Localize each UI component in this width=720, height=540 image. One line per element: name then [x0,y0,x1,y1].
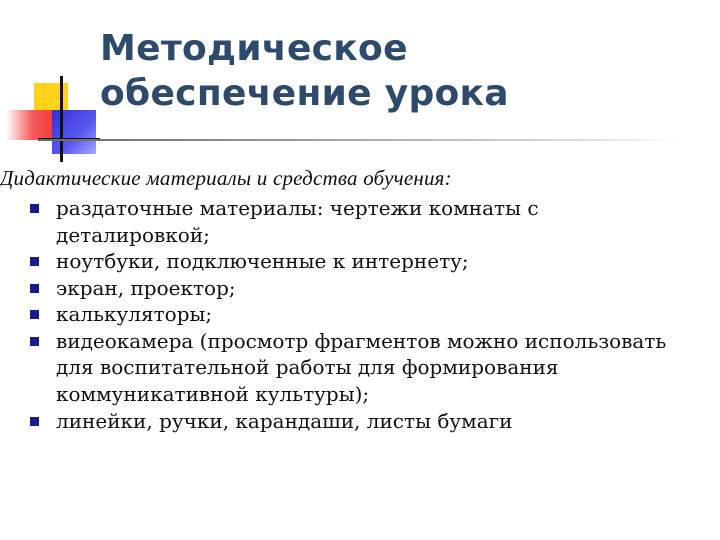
list-item [0,301,700,328]
slide-subtitle: Дидактические материалы и средства обучения: [0,166,452,190]
square-bullet-icon [30,417,39,426]
slide-body [0,165,700,434]
square-bullet-icon [30,337,39,346]
title-underline-divider [38,139,678,141]
list-item-text: ноутбуки, подключенные к интернету; [56,249,469,274]
list-item-text: видеокамера (просмотр фрагментов можно использовать для воспитательной работы для формирования коммуникативной культуры); [56,328,667,407]
square-bullet-icon [30,204,39,213]
list-item-text: экран, проектор; [56,275,236,300]
list-item [0,248,700,275]
list-item [0,408,700,435]
blue-square-decoration [52,110,96,154]
bullet-list [0,195,700,434]
slide-title-line-2: обеспечение урока [100,72,509,114]
list-item-text: раздаточные материалы: чертежи комнаты с деталировкой; [56,195,539,247]
slide-title [100,27,700,116]
list-item [0,328,700,408]
red-square-decoration [6,110,54,140]
vertical-line-decoration [60,76,63,162]
list-item [0,275,700,302]
slide-title-line-1: Методическое [100,28,408,69]
list-item-text: калькуляторы; [56,302,213,327]
list-item [0,195,700,248]
square-bullet-icon [30,310,39,319]
square-bullet-icon [30,284,39,293]
list-item-text: линейки, ручки, карандаши, листы бумаги [56,408,513,433]
square-bullet-icon [30,257,39,266]
